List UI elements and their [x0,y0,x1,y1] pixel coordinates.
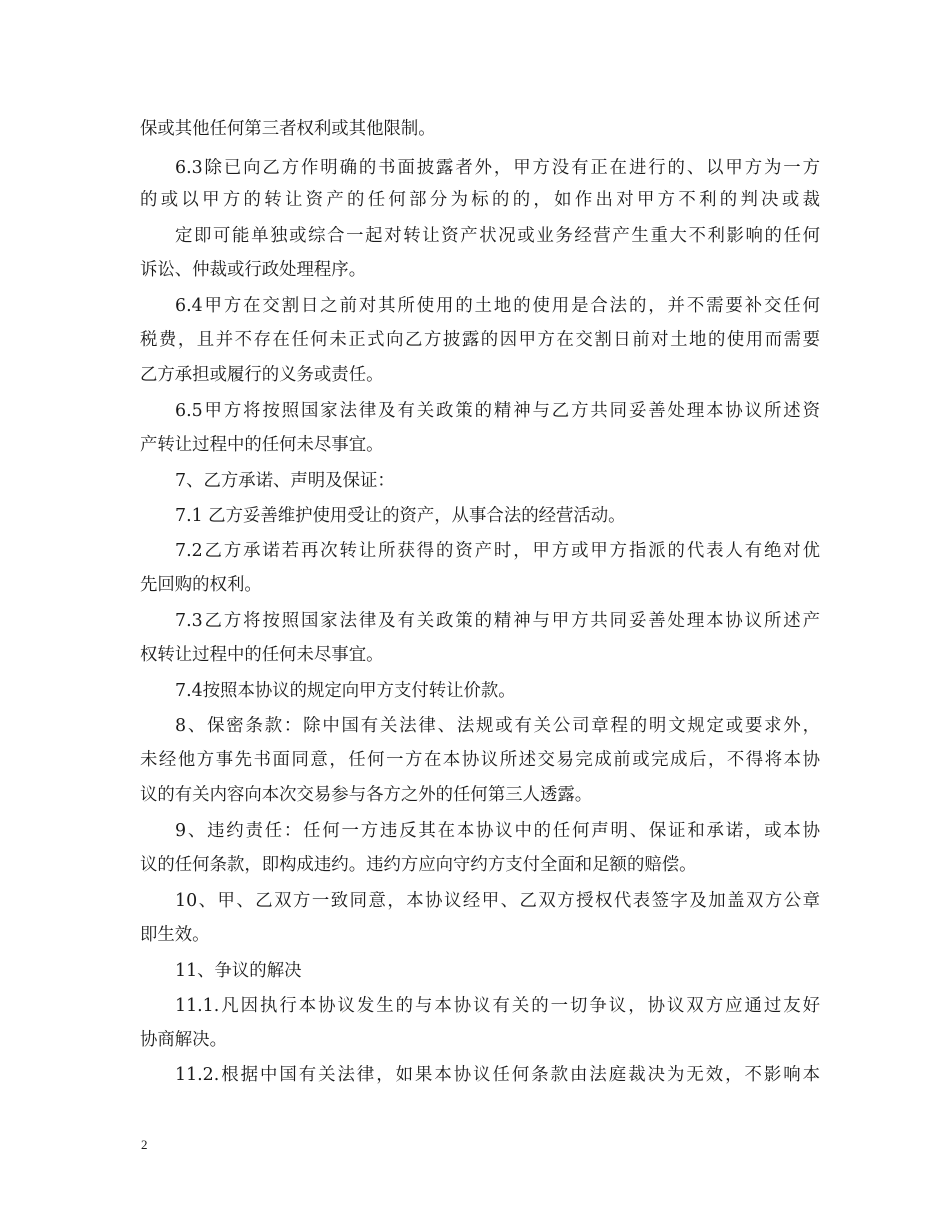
paragraph-line: 11.1.凡因执行本协议发生的与本协议有关的一切争议，协议双方应通过友好 [175,996,820,1016]
paragraph-line: 的或以甲方的转让资产的任何部分为标的的，如作出对甲方不利的判决或裁 [140,190,820,210]
paragraph-line: 税费，且并不存在任何未正式向乙方披露的因甲方在交割日前对土地的使用而需要 [140,330,820,350]
paragraph-line: 10、甲、乙双方一致同意，本协议经甲、乙双方授权代表签字及加盖双方公章 [175,891,820,911]
paragraph-line: 即生效。 [140,925,210,945]
paragraph-line: 9、违约责任：任何一方违反其在本协议中的任何声明、保证和承诺，或本协 [175,821,820,841]
paragraph-line: 诉讼、仲裁或行政处理程序。 [140,260,367,280]
paragraph-line: 保或其他任何第三者权利或其他限制。 [140,119,436,139]
paragraph-line: 7.4按照本协议的规定向甲方支付转让价款。 [175,681,516,701]
paragraph-line: 权转让过程中的任何未尽事宜。 [140,645,384,665]
paragraph-line: 11.2.根据中国有关法律，如果本协议任何条款由法庭裁决为无效，不影响本 [175,1065,820,1085]
paragraph-line: 定即可能单独或综合一起对转让资产状况或业务经营产生重大不利影响的任何 [175,226,820,246]
paragraph-line: 7.3乙方将按照国家法律及有关政策的精神与甲方共同妥善处理本协议所述产 [175,611,820,631]
paragraph-line: 7.1 乙方妥善维护使用受让的资产，从事合法的经营活动。 [175,506,626,526]
paragraph-line: 协商解决。 [140,1030,227,1050]
paragraph-line: 6.5甲方将按照国家法律及有关政策的精神与乙方共同妥善处理本协议所述资 [175,401,820,421]
paragraph-line: 未经他方事先书面同意，任何一方在本协议所述交易完成前或完成后，不得将本协 [140,750,820,770]
paragraph-line: 乙方承担或履行的义务或责任。 [140,365,384,385]
page-number: 2 [141,1137,148,1152]
paragraph-line: 7.2乙方承诺若再次转让所获得的资产时，甲方或甲方指派的代表人有绝对优 [175,541,820,561]
paragraph-line: 议的有关内容向本次交易参与各方之外的任何第三人透露。 [140,785,593,805]
section-heading: 7、乙方承诺、声明及保证： [175,471,395,491]
paragraph-line: 8、保密条款：除中国有关法律、法规或有关公司章程的明文规定或要求外， [175,716,820,736]
section-heading: 11、争议的解决 [175,961,302,981]
paragraph-line: 产转让过程中的任何未尽事宜。 [140,435,384,455]
paragraph-line: 先回购的权利。 [140,575,262,595]
paragraph-line: 6.3除已向乙方作明确的书面披露者外，甲方没有正在进行的、以甲方为一方 [175,158,820,178]
paragraph-line: 议的任何条款，即构成违约。违约方应向守约方支付全面和足额的赔偿。 [140,855,697,875]
paragraph-line: 6.4甲方在交割日之前对其所使用的土地的使用是合法的，并不需要补交任何 [175,296,820,316]
